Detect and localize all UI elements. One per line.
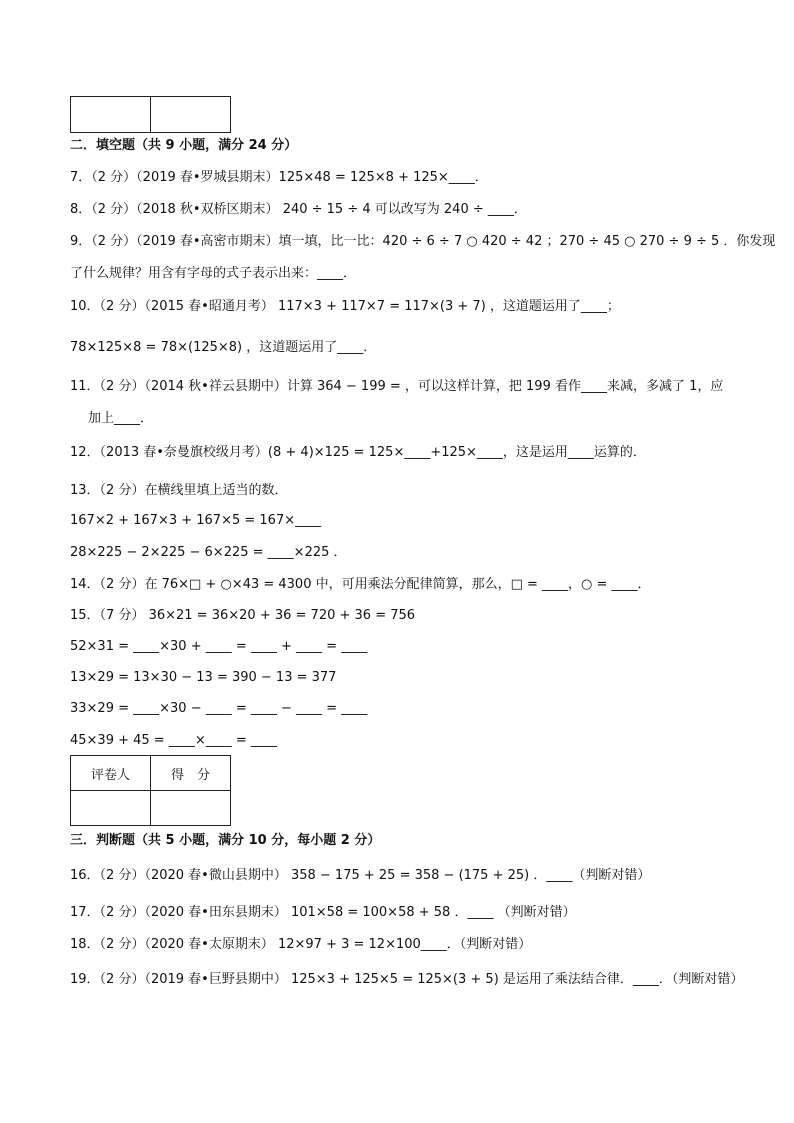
score-table-cell-score — [151, 791, 231, 826]
question-10-line-2: 78×125×8 = 78×(125×8) ，这道题运用了____． — [70, 340, 377, 355]
question-13-line-2: 28×225 − 2×225 − 6×225 = ____×225 ． — [70, 545, 347, 560]
question-17: 17．（2 分）（2020 春•田东县期末） 101×58 = 100×58 + 58 ．____ （判断对错） — [70, 905, 576, 920]
question-18: 18．（2 分）（2020 春•太原期末） 12×97 + 3 = 12×100____．（判断对错） — [70, 937, 532, 952]
question-15-line-3: 13×29 = 13×30 − 13 = 390 − 13 = 377 — [70, 670, 337, 685]
score-table-cell-reviewer — [71, 791, 151, 826]
question-16: 16．（2 分）（2020 春•微山县期中） 358 − 175 + 25 = 358 − (175 + 25) ．____（判断对错） — [70, 868, 651, 883]
section-3-title: 三．判断题（共 5 小题，满分 10 分，每小题 2 分） — [70, 833, 381, 848]
question-9-line-2: 了什么规律？用含有字母的式子表示出来：____． — [70, 266, 357, 281]
question-15-line-2: 52×31 = ____×30 + ____ = ____ + ____ = ____ — [70, 639, 368, 654]
question-15-line-4: 33×29 = ____×30 − ____ = ____ − ____ = ____ — [70, 701, 368, 716]
score-table — [70, 755, 231, 826]
question-10-line-1: 10．（2 分）（2015 春•昭通月考） 117×3 + 117×7 = 117×(3 + 7) ，这道题运用了____； — [70, 299, 620, 314]
question-9-line-1: 9．（2 分）（2019 春•高密市期末）填一填，比一比：420 ÷ 6 ÷ 7 ○ 420 ÷ 42 ；270 ÷ 45 ○ 270 ÷ 9 ÷ 5 ．你发现 — [70, 234, 776, 249]
question-13-line-1: 167×2 + 167×3 + 167×5 = 167×____ — [70, 513, 322, 528]
score-cell-blank-1 — [71, 97, 151, 133]
section-2-title: 二．填空题（共 9 小题，满分 24 分） — [70, 138, 298, 153]
question-11-line-1: 11．（2 分）（2014 秋•祥云县期中）计算 364 − 199 = ，可以这样计算，把 199 看作____来减，多减了 1，应 — [70, 379, 724, 394]
question-14: 14．（2 分）在 76×□ + ○×43 = 4300 中，可用乘法分配律简算，那么，□ = ____，○ = ____． — [70, 577, 651, 592]
question-19: 19．（2 分）（2019 春•巨野县期中） 125×3 + 125×5 = 125×(3 + 5) 是运用了乘法结合律．____．（判断对错） — [70, 972, 744, 987]
score-table-header-score: 得 分 — [151, 756, 231, 791]
score-table-top — [70, 96, 231, 133]
question-15-line-5: 45×39 + 45 = ____×____ = ____ — [70, 733, 277, 748]
question-8: 8．（2 分）（2018 秋•双桥区期末） 240 ÷ 15 ÷ 4 可以改写为 240 ÷ ____． — [70, 202, 527, 217]
question-7: 7．（2 分）（2019 春•罗城县期末）125×48 = 125×8 + 125×____． — [70, 170, 488, 185]
question-15-line-1: 15．（7 分） 36×21 = 36×20 + 36 = 720 + 36 = 756 — [70, 608, 416, 623]
score-cell-blank-2 — [151, 97, 231, 133]
score-table-header-reviewer: 评卷人 — [71, 756, 151, 791]
question-12: 12．（2013 春•奈曼旗校级月考）(8 + 4)×125 = 125×____+125×____，这是运用____运算的． — [70, 445, 646, 460]
question-13: 13．（2 分）在横线里填上适当的数． — [70, 483, 288, 498]
question-11-line-2: 加上____． — [88, 411, 154, 426]
